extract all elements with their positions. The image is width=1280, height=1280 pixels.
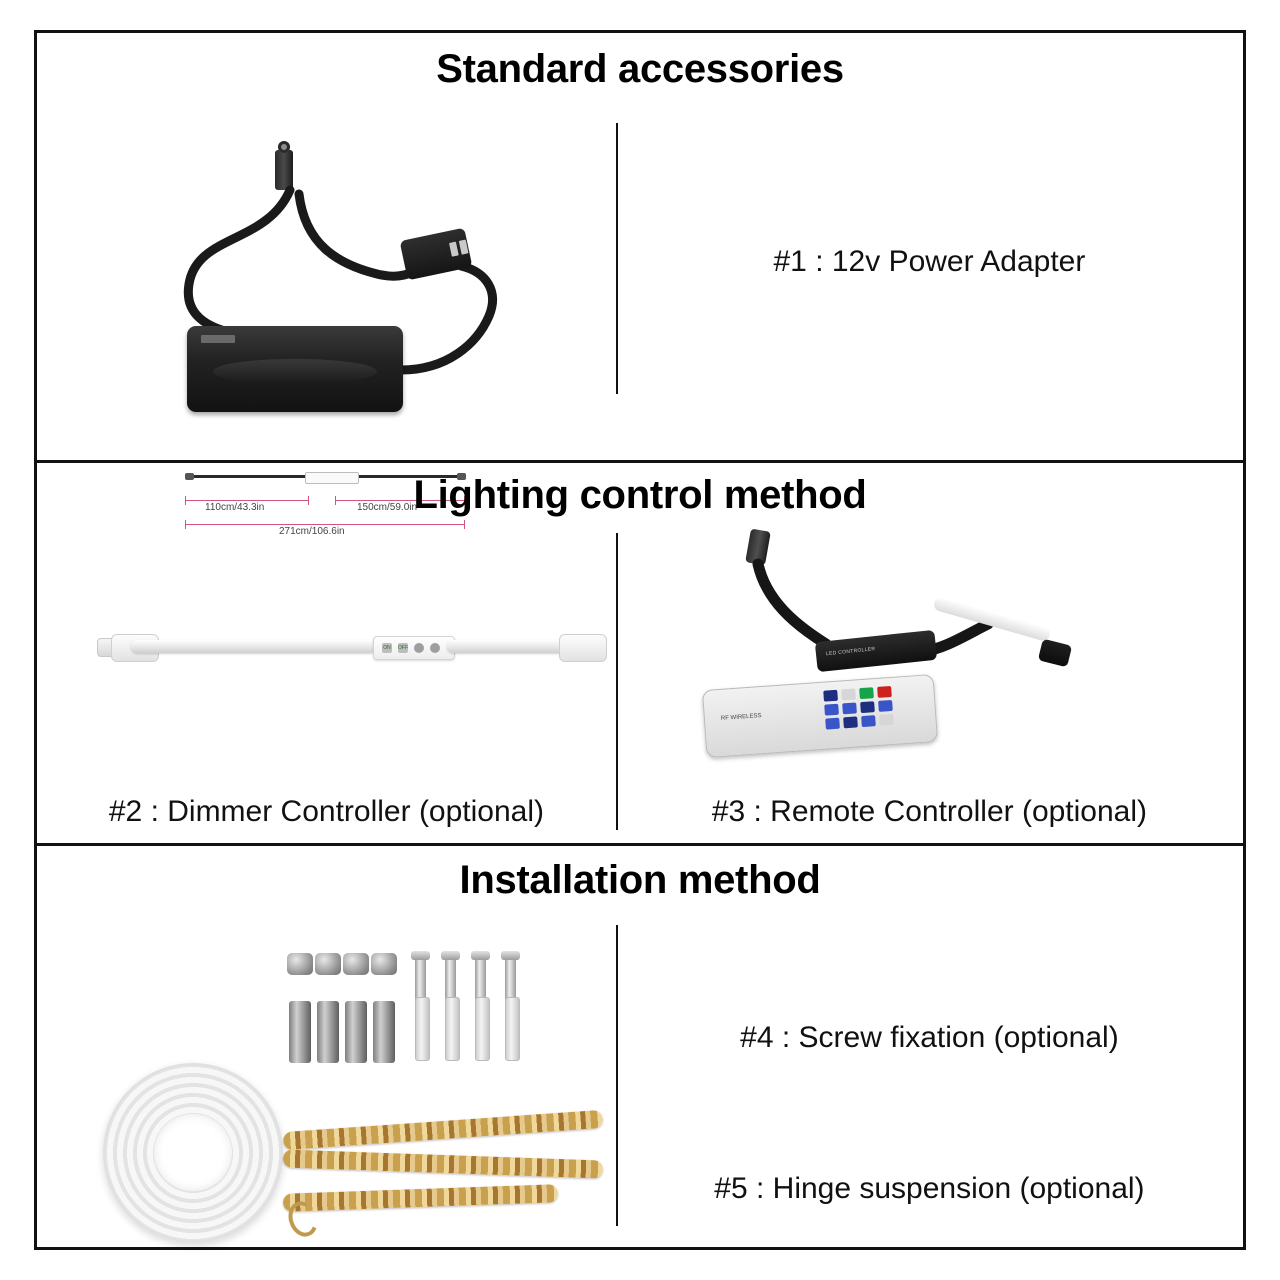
caption-item-2: #2 : Dimmer Controller (optional) bbox=[108, 794, 545, 828]
section-1-title: Standard accessories bbox=[436, 47, 844, 91]
caption-item-1: #1 : 12v Power Adapter bbox=[773, 245, 1086, 279]
section-2-body bbox=[37, 520, 1243, 842]
dimmer-connector-right bbox=[559, 634, 607, 662]
dimmer-button-box: ON OFF bbox=[373, 636, 455, 660]
remote-illustration bbox=[616, 520, 1243, 842]
caption-item-3: #3 : Remote Controller (optional) bbox=[711, 794, 1148, 828]
remote-brand-label: RF WIRELESS bbox=[720, 713, 762, 723]
section-3-title: Installation method bbox=[459, 857, 821, 902]
remote-receiver-box: LED CONTROLLER bbox=[815, 630, 937, 672]
dimmer-wire-right bbox=[447, 640, 577, 653]
caption-item-5: #5 : Hinge suspension (optional) bbox=[714, 1171, 1145, 1205]
dimmer-illustration bbox=[37, 520, 616, 842]
power-adapter-illustration bbox=[37, 94, 616, 537]
dimmer-controller-image bbox=[97, 616, 617, 676]
adhesive-tape-roll-image bbox=[103, 1063, 283, 1243]
screw-hardware-image bbox=[287, 953, 517, 1073]
section-2-title: Lighting control method bbox=[413, 473, 867, 518]
installation-captions bbox=[616, 905, 1243, 1247]
section-installation-method bbox=[37, 843, 1243, 1247]
adapter-brick bbox=[187, 326, 403, 412]
power-adapter-caption-wrap bbox=[616, 94, 1243, 460]
caption-item-4: #4 : Screw fixation (optional) bbox=[740, 1021, 1119, 1055]
remote-keypad bbox=[823, 685, 912, 741]
measure-left-label: 110cm/43.3in bbox=[205, 502, 265, 513]
section-3-body bbox=[37, 905, 1243, 1247]
hanging-chain-image bbox=[283, 1115, 603, 1235]
measure-total-label: 271cm/106.6in bbox=[279, 526, 345, 537]
measure-right-label: 150cm/59.0in bbox=[357, 502, 418, 513]
dimmer-wire-left bbox=[131, 640, 376, 653]
installation-illustrations bbox=[37, 905, 616, 1247]
content-frame bbox=[34, 30, 1246, 1250]
section-lighting-control-method bbox=[37, 460, 1243, 842]
adapter-label bbox=[201, 335, 235, 343]
